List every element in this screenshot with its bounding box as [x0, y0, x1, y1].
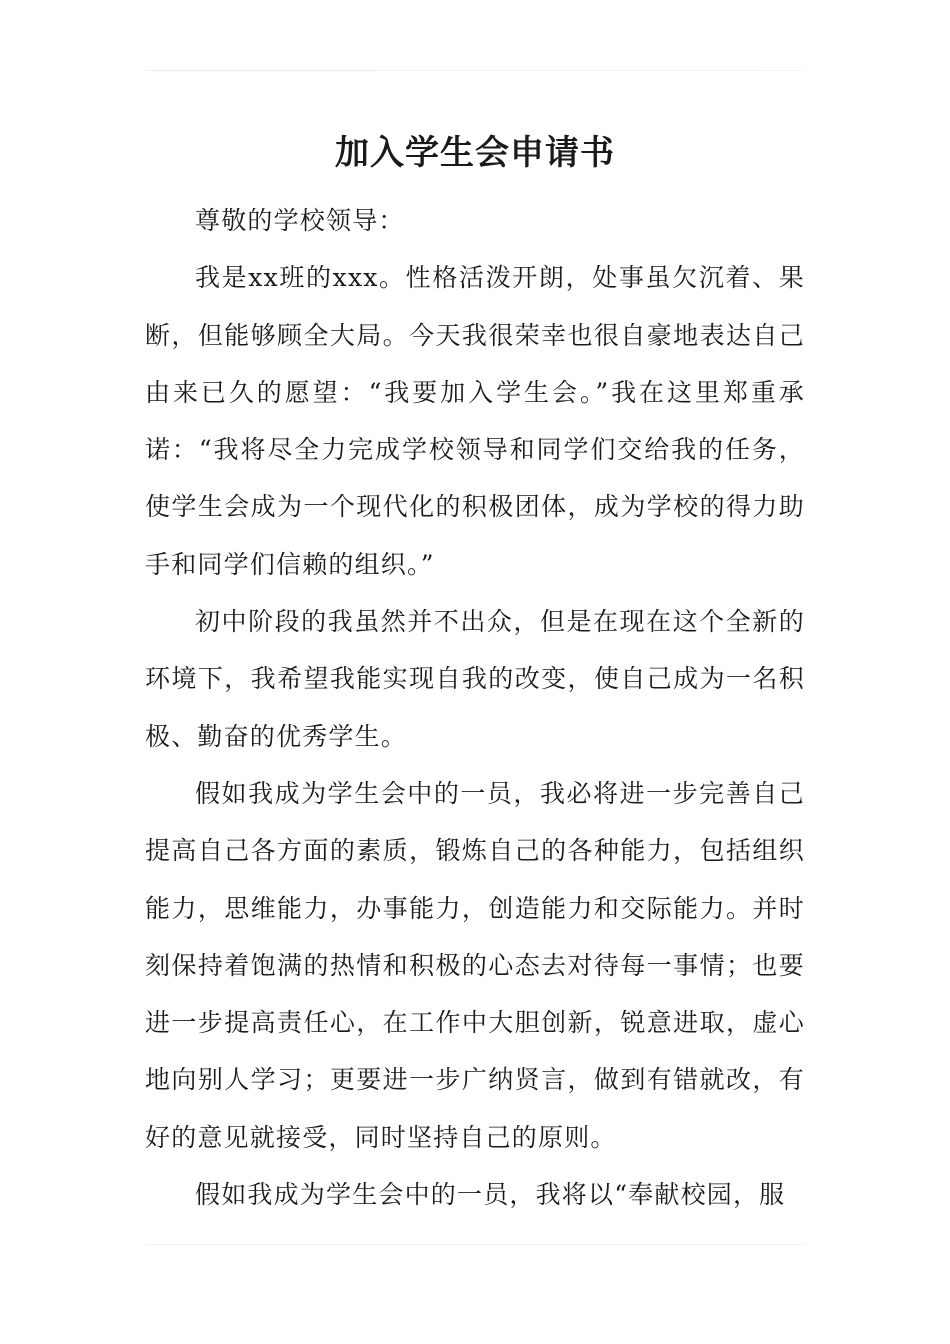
document-body	[145, 122, 805, 1223]
header-rule	[145, 70, 805, 71]
paragraph-4: 假如我成为学生会中的一员，我将以“奉献校园，服	[195, 1180, 786, 1210]
paragraph-1: 我是xx班的xxx。性格活泼开朗，处事虽欠沉着、果断，但能够顾全大局。今天我很荣幸也很自豪地表达自己由来已久的愿望：“我要加入学生会。”我在这里郑重承诺：“我将尽全力完成学校领导和同学们交给我的任务，使学生会成为一个现代化的积极团体，成为学校的得力助手和同学们信赖的组织。”	[145, 263, 805, 579]
paragraph-3: 假如我成为学生会中的一员，我必将进一步完善自己提高自己各方面的素质，锻炼自己的各种能力，包括组织能力，思维能力，办事能力，创造能力和交际能力。并时刻保持着饱满的热情和积极的心态去对待每一事情；也要进一步提高责任心，在工作中大胆创新，锐意进取，虚心地向别人学习；更要进一步广纳贤言，做到有错就改，有好的意见就接受，同时坚持自己的原则。	[145, 778, 805, 1152]
footer-rule	[145, 1244, 805, 1245]
paragraph-2: 初中阶段的我虽然并不出众，但是在现在这个全新的环境下，我希望我能实现自我的改变，使自己成为一名积极、勤奋的优秀学生。	[145, 607, 805, 751]
document-title: 加入学生会申请书	[335, 133, 615, 173]
salutation: 尊敬的学校领导：	[195, 206, 405, 235]
